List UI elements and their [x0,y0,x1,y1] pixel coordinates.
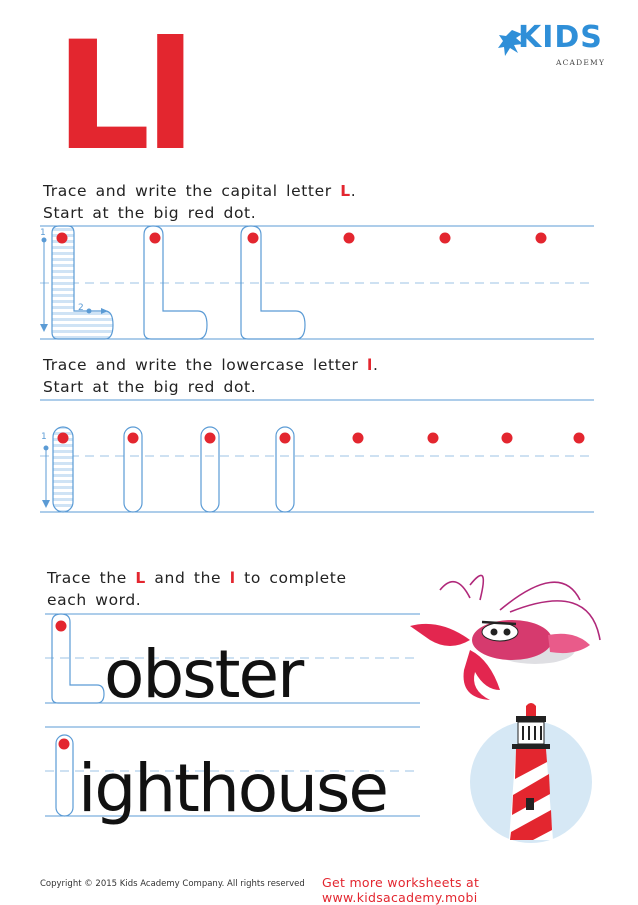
capital-start-dots [57,233,547,244]
word1-start-dot [56,621,67,632]
words-instructions: Trace the L and the l to complete each word. [47,569,347,609]
lowercase-instructions: Trace and write the lowercase letter l. Start at the big red dot. [43,356,379,396]
title-capital-letter: L [55,10,145,184]
capital-stroke-1-label: 1 [40,228,46,238]
title-lower-letter: l [144,10,191,184]
lowercase-guidelines [40,400,594,512]
capital-stroke-2-label: 2 [78,303,84,313]
lowercase-stroke-arrow [42,446,50,508]
capital-guidelines [40,226,594,339]
lowercase-start-dots [58,433,585,444]
word2-start-dot [59,739,70,750]
lowercase-letter-highlight: l [367,356,373,374]
lobster-illustration [410,575,600,700]
more-worksheets-link[interactable]: Get more worksheets at www.kidsacademy.mobi [322,875,480,905]
word1-rest-text: obster [104,636,303,713]
logo-academy-text: ACADEMY [556,58,606,67]
capital-instructions: Trace and write the capital letter L. Start at the big red dot. [43,182,357,222]
logo-kids-text: KIDS [518,20,603,55]
lowercase-stroke-1-label: 1 [41,432,47,442]
word2-rest-text: ighthouse [78,750,387,827]
copyright-text: Copyright © 2015 Kids Academy Company. All rights reserved [40,879,305,889]
capital-letter-highlight: L [340,182,351,200]
lighthouse-illustration [470,703,592,843]
